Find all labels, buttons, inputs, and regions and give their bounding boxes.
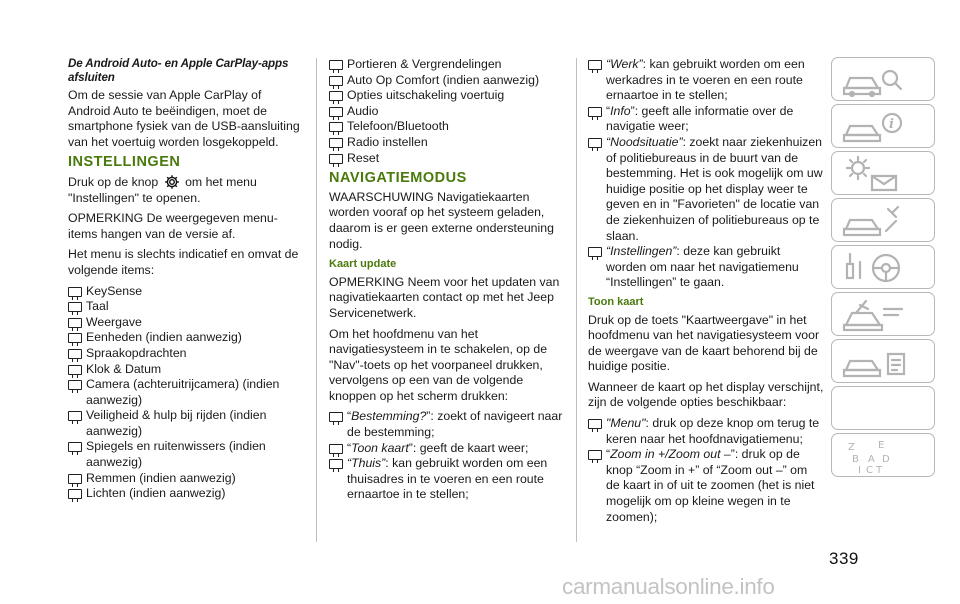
- map-update-note: OPMERKING Neem voor het updaten van nagivatiekaarten contact op met het Jeep Servicenetwerk.: [329, 274, 560, 320]
- list-item: Camera (achteruitrijcamera) (indien aanwezig): [68, 377, 300, 408]
- tab-car-search[interactable]: [831, 57, 935, 101]
- screen-bullet-icon: [68, 302, 82, 312]
- list-item: Portieren & Vergrendelingen: [329, 57, 565, 73]
- list-item: Telefoon/Bluetooth: [329, 119, 565, 135]
- tab-car-info[interactable]: [831, 104, 935, 148]
- column-1: [68, 57, 300, 506]
- svg-text:Z: Z: [848, 442, 855, 453]
- navigation-warning: WAARSCHUWING Navigatiekaarten worden vooraf op het systeem geladen, daarom is er geen externe ondersteuning nodig.: [329, 189, 554, 251]
- column-3: [588, 57, 824, 529]
- screen-bullet-icon: [588, 419, 602, 429]
- car-search-icon: [838, 60, 930, 100]
- screen-bullet-icon: [329, 444, 343, 454]
- close-apps-subheading: De Android Auto- en Apple CarPlay-apps afsluiten: [68, 57, 289, 84]
- list-item: “Info”: geeft alle informatie over de navigatie weer;: [588, 104, 824, 135]
- close-apps-paragraph: Om de sessie van Apple CarPlay of Android Auto te beëindigen, moet de smartphone fysiek van de USB-aansluiting van het voertuig worden losgekoppeld.: [68, 88, 300, 149]
- screen-bullet-icon: [68, 442, 82, 452]
- tab-car-service[interactable]: [831, 198, 935, 242]
- car-breakdown-icon: [838, 295, 930, 335]
- display-options-paragraph: Wanneer de kaart op het display verschijnt, zijn de volgende opties beschikbaar:: [588, 379, 824, 410]
- screen-bullet-icon: [588, 247, 602, 257]
- map-options-list: [588, 416, 824, 525]
- open-navigation-paragraph: Om het hoofdmenu van het navigatiesysteem in te schakelen, op de "Nav"-toets op het voorpaneel drukken, vervolgens op een van de volgende knoppen op het scherm drukken:: [329, 326, 548, 403]
- list-item: Weergave: [68, 315, 300, 331]
- page-number: 339: [829, 549, 859, 568]
- list-item: Audio: [329, 104, 565, 120]
- settings-menu-list-continued: [329, 57, 565, 166]
- show-map-paragraph: Druk op de toets "Kaartweergave" in het hoofdmenu van het navigatiesysteem voor de weergave van de kaart behorend bij de huidige positie.: [588, 312, 820, 374]
- column-2: [329, 57, 565, 507]
- screen-bullet-icon: [329, 138, 343, 148]
- list-item: Lichten (indien aanwezig): [68, 486, 300, 502]
- settings-heading: INSTELLINGEN: [68, 154, 181, 171]
- screen-bullet-icon: [329, 154, 343, 164]
- car-specs-icon: [838, 342, 930, 382]
- svg-text:i: i: [889, 117, 894, 132]
- screen-bullet-icon: [68, 411, 82, 421]
- list-item: Spraakopdrachten: [68, 346, 300, 362]
- show-map-heading: Toon kaart: [588, 295, 644, 308]
- screen-bullet-icon: [68, 349, 82, 359]
- screen-bullet-icon: [329, 107, 343, 117]
- svg-text:I: I: [858, 465, 861, 476]
- navigation-buttons-list-continued: [588, 57, 824, 291]
- screen-bullet-icon: [329, 459, 343, 469]
- screen-bullet-icon: [329, 76, 343, 86]
- svg-text:T: T: [876, 465, 883, 476]
- column-divider: [576, 58, 577, 542]
- screen-bullet-icon: [68, 318, 82, 328]
- list-item: KeySense: [68, 284, 300, 300]
- car-service-icon: [838, 201, 930, 241]
- gear-icon: [164, 174, 180, 190]
- steering-wheel-icon: [838, 248, 930, 288]
- settings-press-paragraph: [68, 174, 300, 206]
- screen-bullet-icon: [68, 365, 82, 375]
- navigation-heading: NAVIGATIEMODUS: [329, 170, 467, 187]
- press-text-before: Druk op de knop: [68, 174, 159, 189]
- tab-steering[interactable]: [831, 245, 935, 289]
- watermark-text[interactable]: carmanualsonline.info: [562, 574, 775, 599]
- navigation-buttons-list: [329, 409, 565, 503]
- list-item: Veiligheid & hulp bij rijden (indien aanwezig): [68, 408, 300, 439]
- press-text-after: om het menu "Instellingen" te openen.: [68, 174, 257, 205]
- svg-text:A: A: [868, 454, 875, 465]
- alphabetical-index-icon: [838, 436, 930, 476]
- tab-multimedia[interactable]: [831, 386, 935, 430]
- list-item: Klok & Datum: [68, 362, 300, 378]
- list-item: “Instellingen”: deze kan gebruikt worden om naar het navigatiemenu “Instellingen” te gaan.: [588, 244, 824, 291]
- svg-text:D: D: [882, 454, 890, 465]
- warning-lights-icon: [838, 154, 930, 194]
- list-item: Eenheden (indien aanwezig): [68, 330, 300, 346]
- list-item: Spiegels en ruitenwissers (indien aanwezig): [68, 439, 300, 470]
- settings-menu-list: [68, 284, 300, 502]
- menu-intro-paragraph: Het menu is slechts indicatief en omvat de volgende items:: [68, 247, 299, 277]
- list-item: “Bestemming?”: zoekt of navigeert naar de bestemming;: [329, 409, 565, 440]
- screen-bullet-icon: [329, 412, 343, 422]
- list-item: Auto Op Comfort (indien aanwezig): [329, 73, 565, 89]
- screen-bullet-icon: [68, 287, 82, 297]
- multimedia-icon: [838, 389, 930, 429]
- list-item: “Thuis”: kan gebruikt worden om een thuisadres in te voeren en een route ernaartoe in te stellen;: [329, 456, 565, 503]
- list-item: “Werk”: kan gebruikt worden om een werkadres in te voeren en een route ernaartoe in te stellen;: [588, 57, 824, 104]
- screen-bullet-icon: [588, 60, 602, 70]
- tab-car-breakdown[interactable]: [831, 292, 935, 336]
- list-item: Taal: [68, 299, 300, 315]
- column-divider: [316, 58, 317, 542]
- screen-bullet-icon: [68, 333, 82, 343]
- svg-text:B: B: [852, 454, 859, 465]
- tab-index[interactable]: [831, 433, 935, 477]
- screen-bullet-icon: [68, 380, 82, 390]
- map-update-heading: Kaart update: [329, 258, 397, 271]
- screen-bullet-icon: [329, 122, 343, 132]
- svg-text:E: E: [878, 440, 885, 451]
- svg-text:C: C: [866, 465, 873, 476]
- screen-bullet-icon: [329, 60, 343, 70]
- tab-warning-lights[interactable]: [831, 151, 935, 195]
- list-item: “Zoom in +/Zoom out –”: druk op de knop “Zoom in +” of “Zoom out –” om de kaart in of uit te zoomen (het is niet mogelijk om op kleine wegen in te zoomen);: [588, 447, 824, 525]
- screen-bullet-icon: [588, 138, 602, 148]
- screen-bullet-icon: [68, 489, 82, 499]
- screen-bullet-icon: [68, 474, 82, 484]
- list-item: Remmen (indien aanwezig): [68, 471, 300, 487]
- list-item: "Menu": druk op deze knop om terug te keren naar het hoofdnavigatiemenu;: [588, 416, 824, 447]
- screen-bullet-icon: [588, 450, 602, 460]
- list-item: “Toon kaart”: geeft de kaart weer;: [329, 441, 565, 457]
- menu-version-note: OPMERKING De weergegeven menu-items hangen van de versie af.: [68, 211, 278, 241]
- list-item: “Noodsituatie”: zoekt naar ziekenhuizen of politiebureaus in de buurt van de bestemming. Het is ook mogelijk om uw huidige positie op het display weer te geven en in "Favorieten" de locatie van de ziekenhuizen of politiebureaus op te slaan.: [588, 135, 824, 244]
- tab-car-specs[interactable]: [831, 339, 935, 383]
- list-item: Reset: [329, 151, 565, 167]
- screen-bullet-icon: [588, 107, 602, 117]
- list-item: Opties uitschakeling voertuig: [329, 88, 565, 104]
- screen-bullet-icon: [329, 91, 343, 101]
- list-item: Radio instellen: [329, 135, 565, 151]
- car-info-icon: [838, 107, 930, 147]
